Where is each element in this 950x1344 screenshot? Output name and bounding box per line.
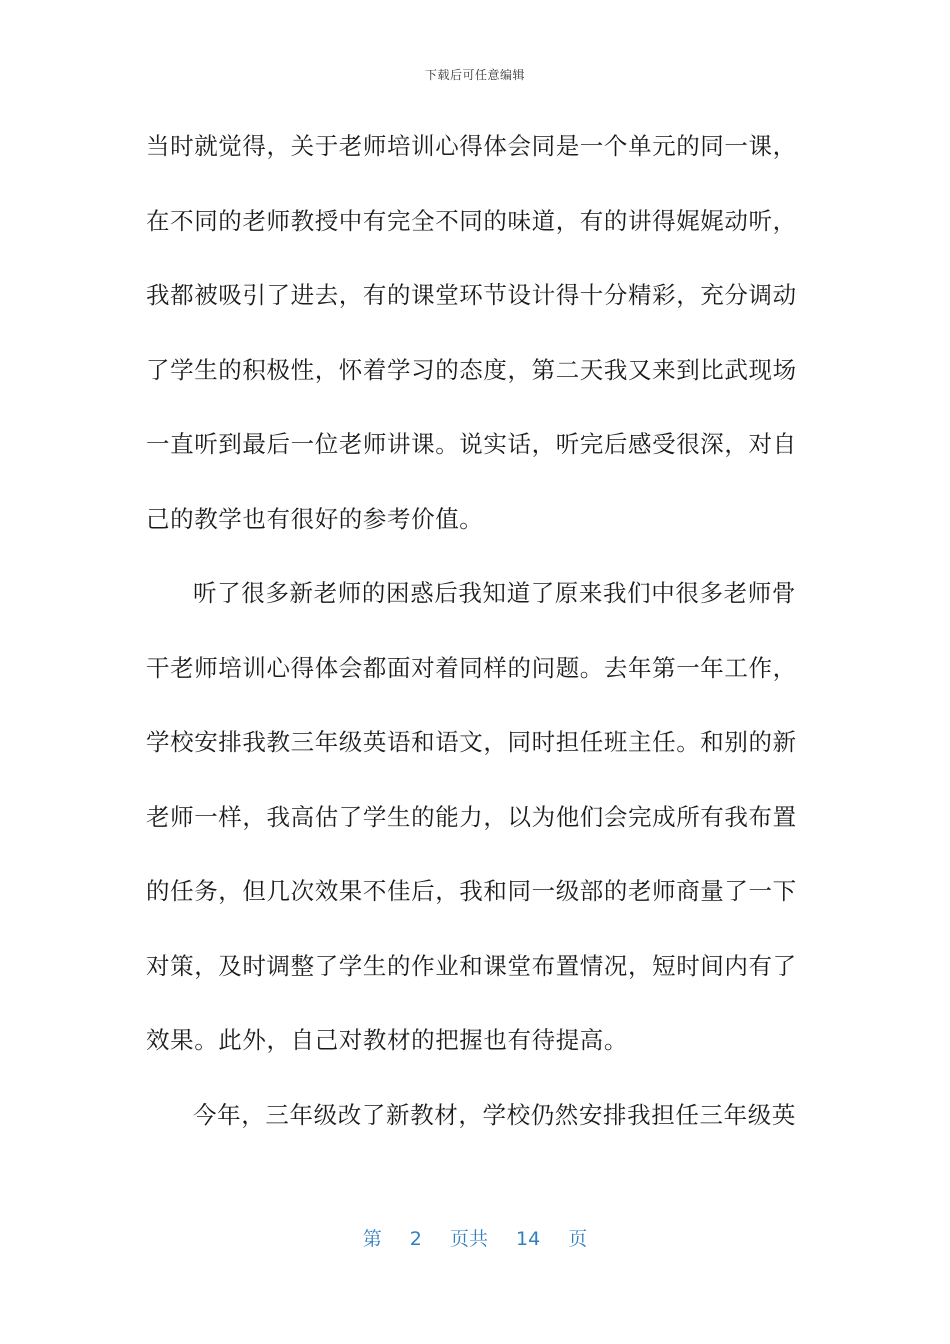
text-line: 在不同的老师教授中有完全不同的味道，有的讲得娓娓动听，	[146, 206, 797, 235]
current-page-number: 2	[409, 1228, 422, 1250]
paragraph-first-line: 今年，三年级改了新教材，学校仍然安排我担任三年级英	[193, 1100, 796, 1129]
document-body	[146, 124, 796, 1167]
text-line: 己的教学也有很好的参考价值。	[146, 504, 484, 533]
text-line: 老师一样，我高估了学生的能力，以为他们会完成所有我布置	[146, 802, 797, 831]
text-line: 我都被吸引了进去，有的课堂环节设计得十分精彩，充分调动	[146, 281, 797, 309]
footer-suffix: 页	[568, 1228, 588, 1250]
paragraph-first-line: 听了很多新老师的困惑后我知道了原来我们中很多老师骨	[193, 579, 796, 607]
footer-prefix: 第	[362, 1228, 382, 1250]
text-line: 干老师培训心得体会都面对着同样的问题。去年第一年工作，	[146, 653, 797, 682]
page-footer	[0, 1224, 950, 1251]
footer-middle: 页共	[449, 1228, 488, 1250]
text-line: 当时就觉得，关于老师培训心得体会同是一个单元的同一课，	[146, 132, 797, 160]
text-line: 对策，及时调整了学生的作业和课堂布置情况，短时间内有了	[146, 951, 797, 980]
text-line: 的任务，但几次效果不佳后，我和同一级部的老师商量了一下	[146, 877, 797, 905]
total-pages-number: 14	[516, 1228, 541, 1250]
page-header: 下载后可任意编辑	[424, 68, 525, 82]
text-line: 一直听到最后一位老师讲课。说实话，听完后感受很深，对自	[146, 430, 797, 458]
text-line: 了学生的积极性，怀着学习的态度，第二天我又来到比武现场	[146, 355, 797, 384]
text-line: 学校安排我教三年级英语和语文，同时担任班主任。和别的新	[146, 728, 797, 756]
text-line: 效果。此外，自己对教材的把握也有待提高。	[146, 1026, 628, 1054]
